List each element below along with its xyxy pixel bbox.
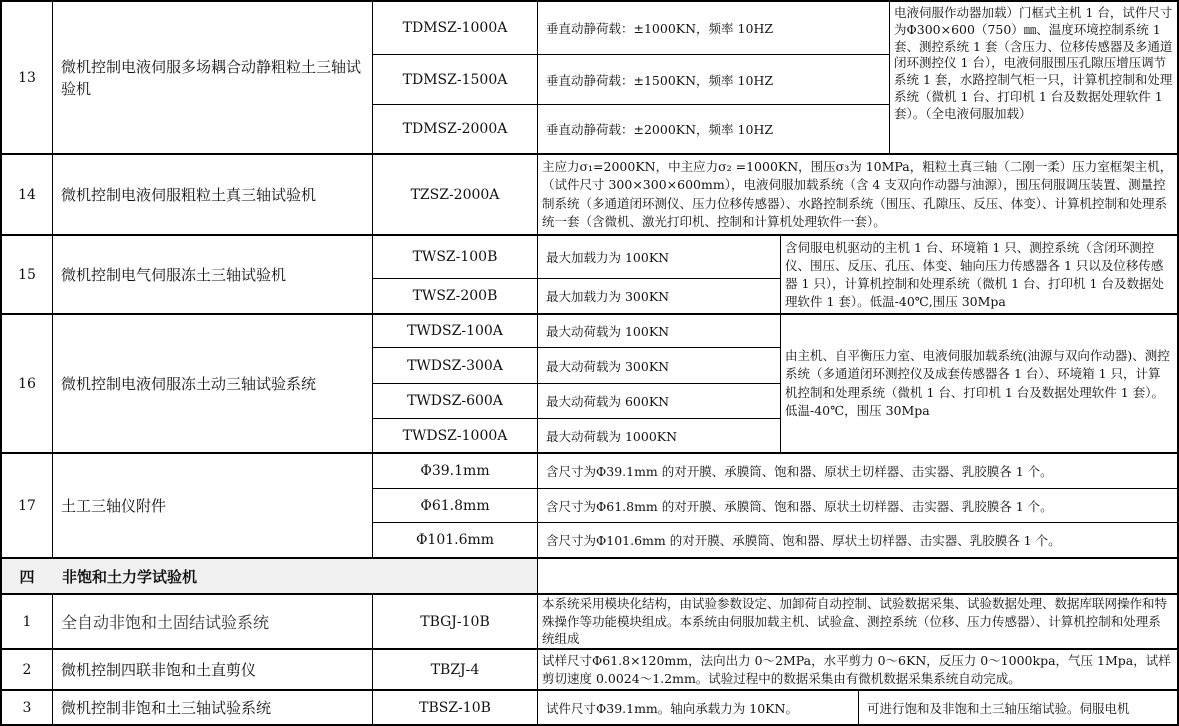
model-code: TWDSZ-300A (407, 357, 503, 374)
description-text: 含伺服电机驱动的主机 1 台、环境箱 1 只、测控系统（含闭环测控仪、围压、反压、孔压、体变、轴向压力传感器各 1 只以及位移传感器 1 只），计算机控制和处理系统（微机 1 台、打印机 1 台及数据处理软件 1 套）。低温-40℃,围压 30Mpa (785, 239, 1164, 309)
model-code: TBZJ-4 (430, 661, 480, 678)
spec-text: 垂直动静荷载：±2000KN，频率 10HZ (546, 122, 774, 137)
spec-text: 最大动荷载为 600KN (546, 394, 670, 409)
product-name: 微机控制电气伺服冻土三轴试验机 (61, 266, 287, 284)
model-code: TWDSZ-1000A (402, 427, 508, 444)
description-text: 由主机、自平衡压力室、电液伺服加载系统(油源与双向作动器)、测控系统（多通道闭环测控仪及成套传感器各 1 台）、环境箱 1 只，计算机控制和处理系统（微机 1 台、打印机 1 台及数据处理软件 1 套）。低温-40℃，围压 30Mpa (785, 347, 1170, 418)
description (538, 595, 1177, 648)
product-name: 微机控制电液伺服粗粒土真三轴试验机 (61, 186, 317, 204)
row-number: 13 (18, 69, 36, 86)
model-code: Φ61.8mm (420, 497, 490, 514)
model-code: TBSZ-10B (419, 699, 491, 716)
spec-text: 最大加载力为 100KN (546, 250, 670, 265)
product-name: 土工三轴仪附件 (61, 497, 167, 515)
spec-text: 含尺寸为Φ61.8mm 的对开膜、承膜筒、饱和器、原状土切样器、击实器、乳胶膜各 1 个。 (546, 498, 1053, 514)
model-code: TWSZ-200B (412, 288, 498, 304)
description-text: 主应力σ₁=2000KN，中主应力σ₂ =1000KN，围压σ₃为 10MPa，粗粒土真三轴（二刚一柔）压力室框架主机，（试件尺寸 300×300×600mm），电液伺服加载系统（含 4 支双向作动器与油源），围压伺服调压装置、测量控制系统（多通道闭环测仪、压力位移传感器）、水路控制系统（围压、孔隙压、反压、体变）、计算机控制和处理系统一套（含微机、激光打印机、控制和计算机处理软件一套）。 (542, 158, 1173, 229)
spec-text: 最大加载力为 300KN (546, 289, 670, 304)
row-number: 2 (22, 661, 32, 678)
spec-text: 垂直动静荷载：±1500KN，频率 10HZ (546, 72, 774, 88)
model-code: TZSZ-2000A (410, 186, 500, 203)
spec-text: 含尺寸为Φ101.6mm 的对开膜、承膜筒、饱和器、厚状土切样器、击实器、乳胶膜各 1 个。 (546, 533, 1061, 548)
spec-text: 最大动荷载为 300KN (546, 358, 670, 374)
description (890, 2, 1177, 153)
section-title: 非饱和土力学试验机 (62, 567, 198, 586)
spec-text: 最大动荷载为 1000KN (546, 428, 678, 444)
spec-text: 最大动荷载为 100KN (546, 324, 670, 339)
description (538, 650, 1177, 689)
model-code: TDMSZ-2000A (402, 121, 508, 137)
product-name-text: 微机控制电液伺服多场耦合动静粗粒土三轴试验机 (61, 57, 362, 98)
product-name: 微机控制非饱和土三轴试验系统 (61, 699, 272, 717)
spec-text: 试件尺寸Φ39.1mm。轴向承载力为 10KN。 (546, 700, 798, 716)
spec-text: 含尺寸为Φ39.1mm 的对开膜、承膜筒、饱和器、原状土切样器、击实器、乳胶膜各 1 个。 (546, 464, 1053, 479)
description (781, 315, 1177, 452)
description-text: 试样尺寸Φ61.8×120mm，法向出力 0～2MPa，水平剪力 0～6KN，反压力 0～1000kpa，气压 1Mpa，试样剪切速度 0.0024～1.2mm。试验过程中的数据采集由有微机数据采集系统自动完成。 (542, 653, 1171, 686)
model-code: TWSZ-100B (412, 249, 498, 265)
model-code: TBGJ-10B (420, 613, 490, 630)
product-name: 全自动非饱和土固结试验系统 (61, 613, 270, 632)
row-number: 3 (22, 699, 32, 716)
row-number: 1 (22, 613, 32, 630)
description: 可进行饱和及非饱和土三轴压缩试验。伺服电机 (867, 700, 1130, 716)
section-number: 四 (19, 567, 35, 586)
model-code: TWDSZ-100A (407, 323, 503, 339)
row-number: 15 (18, 266, 36, 283)
product-name: 微机控制四联非饱和土直剪仪 (61, 661, 257, 679)
spec-text: 垂直动静荷载：±1000KN，频率 10HZ (546, 21, 774, 36)
product-name (53, 2, 372, 153)
description (781, 236, 1177, 313)
model-code: TDMSZ-1000A (402, 20, 508, 36)
product-name: 微机控制电液伺服冻土动三轴试验系统 (61, 375, 317, 393)
row-number: 14 (18, 186, 36, 203)
description (538, 155, 1177, 234)
description-text: 电液伺服作动器加载）门框式主机 1 台，试件尺寸为Φ300×600（750）㎜、温度环境控制系统 1 套、测控系统 1 套（含压力、位移传感器及多通道闭环测控仪 1 台），电液伺服围压孔隙压增压调节系统 1 套，水路控制气柜一只，计算机控制和处理系统（微机 1 台、打印机 1 台及数据处理软件 1 套）。（全电液伺服加载） (894, 5, 1173, 121)
model-code: TDMSZ-1500A (402, 71, 508, 88)
description-text: 本系统采用模块化结构，由试验参数设定、加卸荷自动控制、试验数据采集、试验数据处理、数据库联网操作和特殊操作等功能模块组成。本系统由伺服加载主机、试验盒、测控系统（位移、压力传感器）、计算机控制和处理系统组成 (542, 596, 1168, 647)
row-number: 16 (18, 375, 36, 392)
model-code: Φ101.6mm (415, 532, 495, 548)
row-number: 17 (18, 497, 36, 514)
model-code: Φ39.1mm (420, 463, 490, 479)
model-code: TWDSZ-600A (407, 393, 503, 409)
